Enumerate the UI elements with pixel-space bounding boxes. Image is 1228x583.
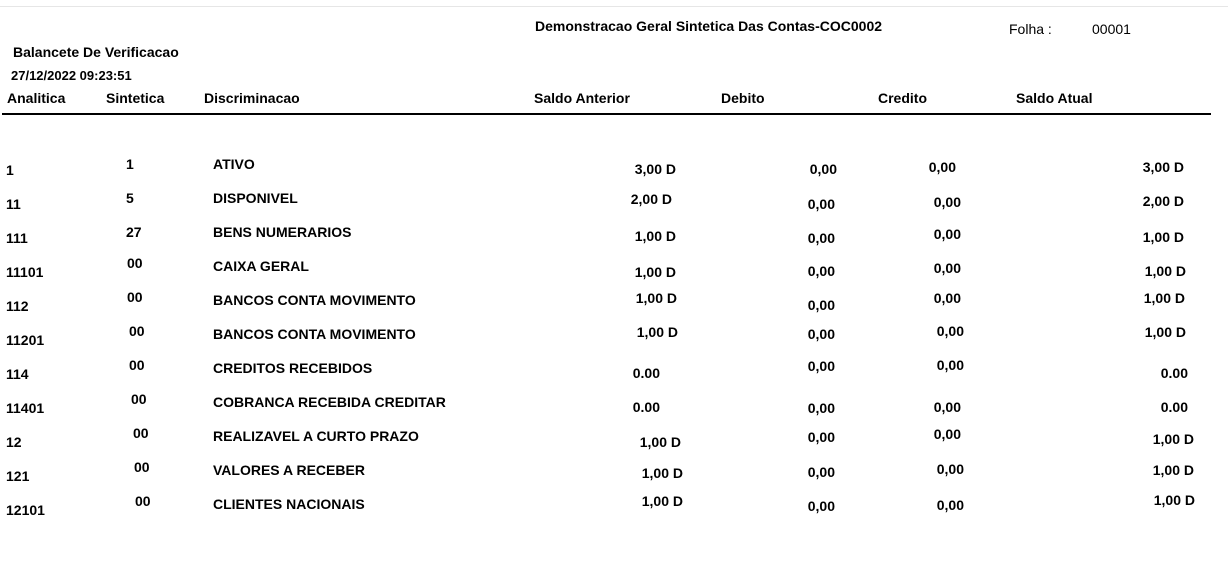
cell-saldo-atual: 1,00 D: [1144, 324, 1186, 340]
cell-debito: 0,00: [807, 326, 835, 342]
cell-credito: 0,00: [928, 159, 956, 175]
cell-saldo-atual: 0.00: [1160, 399, 1188, 415]
cell-saldo-anterior: 1,00 D: [636, 324, 678, 340]
cell-analitica: 114: [6, 366, 29, 382]
cell-debito: 0,00: [807, 498, 835, 514]
cell-analitica: 112: [6, 298, 29, 314]
cell-sintetica: 00: [133, 425, 149, 441]
cell-credito: 0,00: [936, 461, 964, 477]
cell-sintetica: 00: [134, 459, 150, 475]
cell-saldo-anterior: 0.00: [632, 399, 660, 415]
cell-saldo-atual: 0.00: [1160, 365, 1188, 381]
cell-debito: 0,00: [807, 429, 835, 445]
cell-credito: 0,00: [933, 399, 961, 415]
column-header-debito: Debito: [721, 90, 765, 106]
cell-analitica: 121: [6, 468, 30, 484]
cell-analitica: 1: [6, 162, 14, 178]
cell-credito: 0,00: [933, 194, 961, 210]
cell-sintetica: 1: [126, 156, 134, 172]
cell-credito: 0,00: [936, 357, 964, 373]
cell-sintetica: 00: [131, 391, 147, 407]
cell-discriminacao: BANCOS CONTA MOVIMENTO: [213, 326, 416, 342]
cell-discriminacao: REALIZAVEL A CURTO PRAZO: [213, 428, 419, 444]
report-name: Balancete De Verificacao: [13, 44, 179, 60]
column-header-sintetica: Sintetica: [106, 90, 165, 106]
cell-credito: 0,00: [936, 497, 964, 513]
header-divider: [2, 113, 1211, 115]
cell-analitica: 11101: [6, 264, 44, 280]
cell-saldo-atual: 2,00 D: [1142, 193, 1184, 209]
cell-sintetica: 5: [126, 190, 134, 206]
cell-saldo-anterior: 3,00 D: [634, 161, 676, 177]
cell-discriminacao: CLIENTES NACIONAIS: [213, 496, 365, 512]
cell-analitica: 111: [6, 230, 28, 246]
cell-sintetica: 00: [129, 357, 145, 373]
cell-discriminacao: ATIVO: [213, 156, 255, 172]
cell-saldo-anterior: 0.00: [632, 365, 660, 381]
cell-credito: 0,00: [933, 426, 961, 442]
cell-debito: 0,00: [807, 464, 835, 480]
cell-discriminacao: BENS NUMERARIOS: [213, 224, 352, 240]
cell-credito: 0,00: [936, 323, 964, 339]
cell-sintetica: 27: [126, 224, 142, 240]
folha-label: Folha :: [1009, 21, 1052, 37]
cell-debito: 0,00: [807, 400, 835, 416]
cell-debito: 0,00: [809, 161, 837, 177]
cell-saldo-anterior: 1,00 D: [641, 465, 683, 481]
cell-saldo-anterior: 1,00 D: [634, 264, 676, 280]
cell-saldo-atual: 1,00 D: [1153, 492, 1195, 508]
cell-discriminacao: CREDITOS RECEBIDOS: [213, 360, 373, 376]
cell-analitica: 12101: [6, 502, 45, 518]
cell-sintetica: 00: [129, 323, 145, 339]
report-title: Demonstracao Geral Sintetica Das Contas-COC0002: [535, 18, 883, 34]
cell-saldo-atual: 1,00 D: [1144, 263, 1186, 279]
cell-credito: 0,00: [933, 226, 961, 242]
cell-saldo-atual: 3,00 D: [1142, 159, 1184, 175]
cell-discriminacao: DISPONIVEL: [213, 190, 298, 206]
cell-discriminacao: COBRANCA RECEBIDA CREDITAR: [213, 394, 446, 410]
cell-discriminacao: BANCOS CONTA MOVIMENTO: [213, 292, 416, 308]
cell-saldo-atual: 1,00 D: [1152, 462, 1194, 478]
cell-analitica: 11: [6, 196, 21, 212]
column-header-analitica: Analitica: [7, 90, 66, 106]
cell-saldo-anterior: 1,00 D: [639, 434, 681, 450]
column-header-saldo-atual: Saldo Atual: [1016, 90, 1093, 106]
cell-sintetica: 00: [127, 289, 143, 305]
cell-discriminacao: CAIXA GERAL: [213, 258, 309, 274]
column-header-discriminacao: Discriminacao: [204, 90, 300, 106]
cell-sintetica: 00: [135, 493, 151, 509]
cell-saldo-atual: 1,00 D: [1142, 229, 1184, 245]
column-header-saldo-anterior: Saldo Anterior: [534, 90, 630, 106]
cell-discriminacao: VALORES A RECEBER: [213, 462, 365, 478]
cell-credito: 0,00: [933, 260, 961, 276]
cell-sintetica: 00: [127, 255, 143, 271]
cell-debito: 0,00: [807, 358, 835, 374]
cell-saldo-atual: 1,00 D: [1143, 290, 1185, 306]
cell-analitica: 12: [6, 434, 22, 450]
cell-credito: 0,00: [933, 290, 961, 306]
cell-saldo-anterior: 1,00 D: [634, 228, 676, 244]
report-datetime: 27/12/2022 09:23:51: [11, 68, 132, 83]
cell-analitica: 11201: [6, 332, 45, 348]
cell-saldo-anterior: 2,00 D: [630, 191, 672, 207]
folha-number: 00001: [1092, 21, 1131, 37]
cell-debito: 0,00: [807, 230, 835, 246]
top-border: [0, 6, 1228, 7]
cell-debito: 0,00: [807, 297, 835, 313]
cell-analitica: 11401: [6, 400, 45, 416]
cell-debito: 0,00: [807, 263, 835, 279]
cell-saldo-anterior: 1,00 D: [635, 290, 677, 306]
cell-saldo-anterior: 1,00 D: [641, 493, 683, 509]
column-header-credito: Credito: [878, 90, 927, 106]
cell-saldo-atual: 1,00 D: [1152, 431, 1194, 447]
cell-debito: 0,00: [807, 196, 835, 212]
